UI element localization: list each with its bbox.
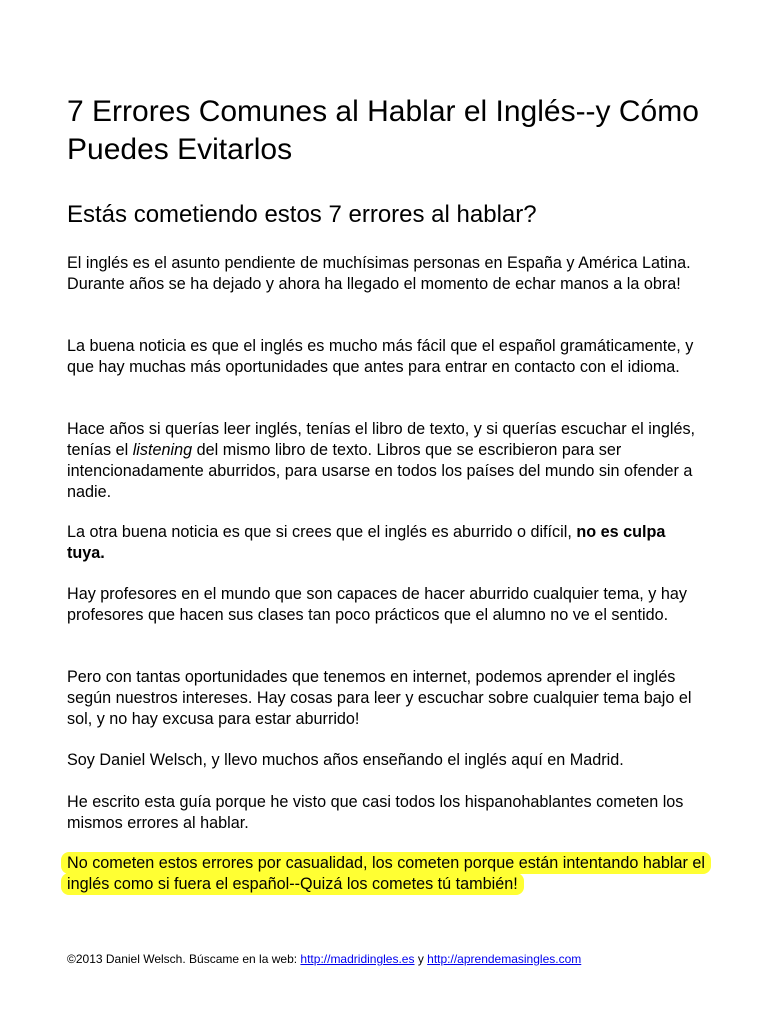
paragraph-intro: El inglés es el asunto pendiente de muchísimas personas en España y América Latina. Durante años se ha dejado y ahora ha llegado el momento de echar manos a la obra!	[67, 254, 691, 293]
paragraph-guide: He escrito esta guía porque he visto que casi todos los hispanohablantes cometen los mismos errores al hablar.	[67, 793, 684, 832]
paragraph-not-your-fault	[67, 522, 707, 564]
paragraph-textbooks	[67, 419, 707, 503]
footer-link-aprendemasingles[interactable]: http://aprendemasingles.com	[427, 952, 582, 966]
not-your-fault-emphasis: no es culpa tuya.	[67, 523, 666, 562]
paragraph-textbooks-end: del mismo libro de texto. Libros que se escribieron para ser intencionadamente aburridos, para usarse en todos los países del mundo sin ofender a nadie.	[67, 441, 693, 501]
page-footer	[67, 951, 707, 967]
paragraph-teachers: Hay profesores en el mundo que son capaces de hacer aburrido cualquier tema, y hay profesores que hacen sus clases tan poco prácticos que el alumno no ve el sentido.	[67, 585, 687, 624]
document-title: 7 Errores Comunes al Hablar el Inglés--y Cómo Puedes Evitarlos	[67, 95, 699, 166]
document-subtitle: Estás cometiendo estos 7 errores al hablar?	[67, 201, 537, 228]
footer-connector: y	[414, 952, 428, 966]
paragraph-internet: Pero con tantas oportunidades que tenemos en internet, podemos aprender el inglés según nuestros intereses. Hay cosas para leer y escuchar sobre cualquier tema bajo el sol, y no hay excusa para estar aburrido!	[67, 668, 692, 728]
paragraph-textbooks-start: Hace años si querías leer inglés, tenías el libro de texto, y si querías escuchar el inglés, tenías el	[67, 420, 696, 459]
paragraph-not-your-fault-start: La otra buena noticia es que si crees que el inglés es aburrido o difícil,	[67, 523, 577, 541]
paragraph-highlight	[67, 853, 707, 895]
paragraph-author: Soy Daniel Welsch, y llevo muchos años enseñando el inglés aquí en Madrid.	[67, 751, 624, 769]
footer-copyright: ©2013 Daniel Welsch. Búscame en la web:	[67, 952, 301, 966]
paragraph-good-news: La buena noticia es que el inglés es mucho más fácil que el español gramáticamente, y que hay muchas más oportunidades que antes para entrar en contacto con el idioma.	[67, 337, 694, 376]
footer-link-madridingles[interactable]: http://madridingles.es	[300, 952, 415, 966]
listening-emphasis: listening	[132, 441, 193, 459]
highlighted-text: No cometen estos errores por casualidad, los cometen porque están intentando hablar el inglés como si fuera el español--Quizá los cometes tú también!	[61, 852, 711, 895]
